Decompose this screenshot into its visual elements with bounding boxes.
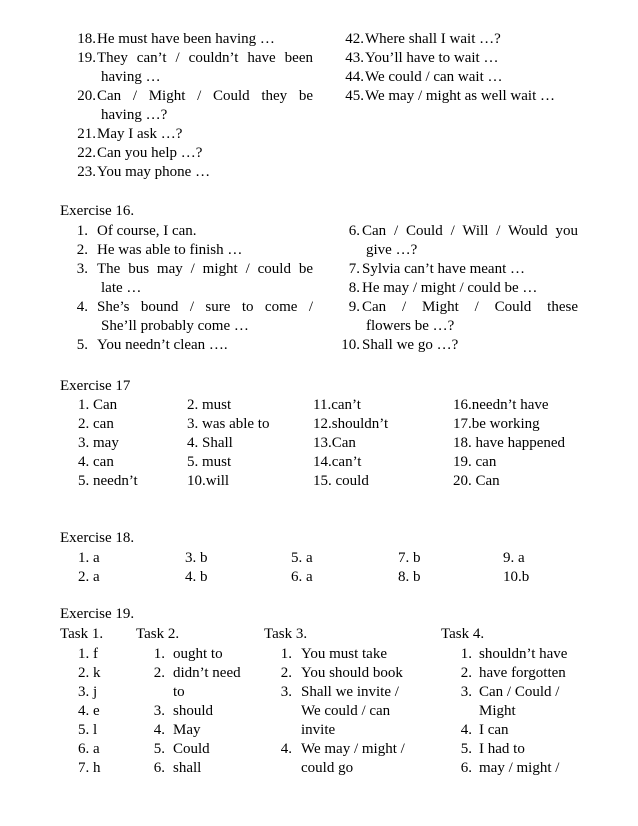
answer-cell: 4. can [78,454,114,470]
answer-cell: 19. can [453,454,497,470]
list-item-text: I can [479,722,509,738]
answer-cell: 20. Can [453,473,500,489]
list-item-text: Could [173,741,210,757]
answer-cell: 5. must [187,454,232,470]
list-item-number: 1. [76,223,88,239]
list-item-number: 42. [345,31,364,47]
answer-cell: 7. b [398,550,421,566]
list-item-text: give …? [366,242,418,258]
list-item-text: Can / Might / Could these [362,299,578,315]
list-item-text: Of course, I can. [97,223,197,239]
list-item-text: could go [301,760,354,776]
answer-cell: 2. k [78,665,101,681]
answer-cell: 15. could [313,473,369,489]
list-item-text: Can / Might / Could they be [97,88,313,104]
list-item-number: 4. [280,741,292,757]
list-item-text: have forgotten [479,665,566,681]
list-item-text: flowers be …? [366,318,455,334]
list-item-text: We could / can wait … [365,69,503,85]
list-item-number: 19. [77,50,96,66]
list-item-number: 20. [77,88,96,104]
list-item-text: He may / might / could be … [362,280,538,296]
list-item-number: 18. [77,31,96,47]
task-label: Task 4. [441,626,485,642]
answer-cell: 12.shouldn’t [313,416,389,432]
answer-cell: 1. f [78,646,98,662]
list-item-number: 10. [341,337,360,353]
answer-cell: 6. a [78,741,100,757]
answer-cell: 2. must [187,397,232,413]
list-item-text: He was able to finish … [97,242,243,258]
list-item-text: Can you help …? [97,145,203,161]
list-item-number: 1. [280,646,292,662]
answer-cell: 9. a [503,550,525,566]
exercise-19-title: Exercise 19. [60,606,135,622]
list-item-text: shouldn’t have [479,646,568,662]
list-item-number: 43. [345,50,364,66]
answer-cell: 4. b [185,569,208,585]
answer-cell: 1. a [78,550,100,566]
answer-cell: 10.b [503,569,530,585]
answer-cell: 7. h [78,760,101,776]
answer-cell: 6. a [291,569,313,585]
list-item-text: The bus may / might / could be [97,261,313,277]
list-item-text: You must take [301,646,387,662]
list-item-text: She’s bound / sure to come / [97,299,313,315]
answer-cell: 11.can’t [313,397,361,413]
exercise-16-title: Exercise 16. [60,203,135,219]
list-item-text: We may / might as well wait … [365,88,556,104]
list-item-text: invite [301,722,336,738]
answer-cell: 1. Can [78,397,118,413]
list-item-text: You’ll have to wait … [365,50,499,66]
answer-cell: 2. can [78,416,114,432]
list-item-text: to [173,684,185,700]
answer-cell: 4. Shall [187,435,233,451]
list-item-text: Shall we go …? [362,337,459,353]
list-item-text: having …? [101,107,168,123]
answer-cell: 13.Can [313,435,356,451]
answer-cell: 18. have happened [453,435,566,451]
list-item-text: may / might / [479,760,560,776]
list-item-text: May I ask …? [97,126,183,142]
exercise-18-title: Exercise 18. [60,530,135,546]
list-item-text: Can / Could / [479,684,560,700]
answer-cell: 5. a [291,550,313,566]
list-item-text: Shall we invite / [301,684,399,700]
list-item-number: 5. [460,741,472,757]
exercise-17-title: Exercise 17 [60,378,131,394]
answer-cell: 2. a [78,569,100,585]
list-item-text: ought to [173,646,223,662]
list-item-text: Might [479,703,516,719]
list-item-text: didn’t need [173,665,241,681]
list-item-text: We could / can [301,703,391,719]
list-item-text: late … [101,280,142,296]
list-item-number: 9. [348,299,360,315]
list-item-number: 6. [348,223,360,239]
list-item-text: May [173,722,201,738]
list-item-number: 45. [345,88,364,104]
list-item-text: She’ll probably come … [101,318,249,334]
list-item-number: 4. [153,722,165,738]
answer-cell: 8. b [398,569,421,585]
list-item-number: 3. [153,703,165,719]
task-label: Task 1. [60,626,104,642]
list-item-text: Where shall I wait …? [365,31,501,47]
task-label: Task 3. [264,626,308,642]
list-item-number: 4. [460,722,472,738]
list-item-text: Sylvia can’t have meant … [362,261,526,277]
answer-cell: 4. e [78,703,100,719]
list-item-number: 5. [153,741,165,757]
answer-cell: 5. l [78,722,98,738]
answer-cell: 3. may [78,435,119,451]
list-item-number: 3. [460,684,472,700]
answer-cell: 3. b [185,550,208,566]
list-item-number: 2. [76,242,88,258]
task-label: Task 2. [136,626,180,642]
answer-cell: 3. was able to [187,416,270,432]
list-item-text: They can’t / couldn’t have been [97,50,313,66]
list-item-number: 4. [76,299,88,315]
list-item-number: 7. [348,261,360,277]
list-item-text: Can / Could / Will / Would you [362,223,578,239]
list-item-number: 3. [76,261,88,277]
list-item-text: You may phone … [97,164,211,180]
list-item-text: You should book [301,665,403,681]
list-item-number: 6. [153,760,165,776]
answer-cell: 3. j [78,684,98,700]
list-item-text: should [173,703,214,719]
list-item-number: 3. [280,684,292,700]
list-item-number: 6. [460,760,472,776]
answer-cell: 5. needn’t [78,473,138,489]
list-item-number: 2. [460,665,472,681]
list-item-number: 22. [77,145,96,161]
list-item-number: 21. [77,126,96,142]
list-item-number: 1. [460,646,472,662]
answer-cell: 17.be working [453,416,540,432]
list-item-text: having … [101,69,161,85]
list-item-text: He must have been having … [97,31,275,47]
answer-cell: 16.needn’t have [453,397,549,413]
list-item-number: 5. [76,337,88,353]
list-item-text: We may / might / [301,741,405,757]
list-item-text: shall [173,760,202,776]
list-item-number: 23. [77,164,96,180]
list-item-number: 2. [153,665,165,681]
answer-cell: 14.can’t [313,454,362,470]
list-item-number: 2. [280,665,292,681]
list-item-number: 1. [153,646,165,662]
list-item-number: 44. [345,69,364,85]
list-item-text: I had to [479,741,525,757]
list-item-text: You needn’t clean …. [97,337,228,353]
answer-cell: 10.will [187,473,230,489]
list-item-number: 8. [348,280,360,296]
